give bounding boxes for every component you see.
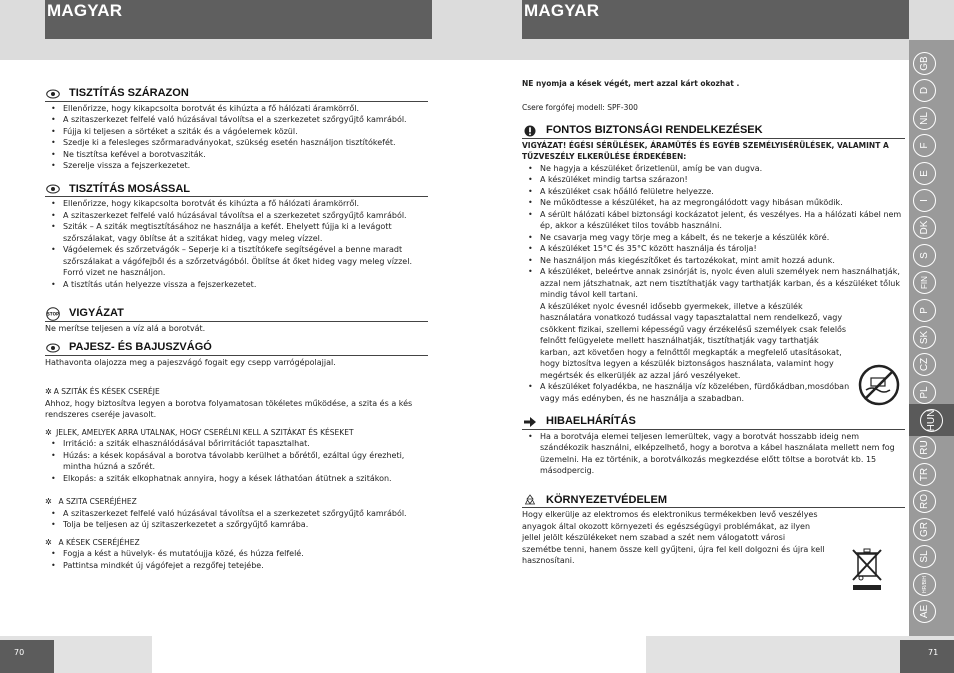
language-tab-f[interactable]: F bbox=[913, 134, 936, 157]
section-heading bbox=[45, 184, 428, 198]
section-title: KÖRNYEZETVÉDELEM bbox=[546, 493, 668, 506]
language-tab-fin[interactable]: FIN bbox=[913, 271, 936, 294]
list-item: • A szitaszerkezet felfelé való húzásával távolítsa el a szerkezetet szőrgyűjtő kamrából. bbox=[45, 508, 428, 520]
foil-replace-list bbox=[45, 508, 428, 531]
language-tab-sk[interactable]: SK bbox=[913, 326, 936, 349]
list-item: • Ne működtesse a készüléket, ha az megrongálódott vagy hibásan működik. bbox=[522, 197, 905, 209]
list-item: • Pattintsa mindkét új vágófejet a rezgőfej tetejébe. bbox=[45, 560, 428, 572]
section-title: VIGYÁZAT bbox=[69, 307, 124, 319]
signs-list bbox=[45, 438, 428, 484]
subsection-title: ✲ A SZITÁK ÉS KÉSEK CSERÉJE bbox=[45, 387, 160, 396]
language-tab-cz[interactable]: CZ bbox=[913, 353, 936, 376]
section-title: TISZTÍTÁS SZÁRAZON bbox=[69, 87, 189, 99]
language-tab-gr[interactable]: GR bbox=[913, 518, 936, 541]
environment-text: Hogy elkerülje az elektromos és elektronikus termékekben levő veszélyes anyagok által okozott környezeti és egészségügyi problémákat, az ilyen jellel jelölt készülékeket nem szabad a szét nem válogatott városi szemétbe tenni, hanem össze kell gyűjteni, újra fel kell dolgozni és újra kell hasznosítani. bbox=[522, 510, 825, 565]
language-tab-d[interactable]: D bbox=[913, 79, 936, 102]
list-item: • Fogja a kést a hüvelyk- és mutatóujja közé, és húzza felfelé. bbox=[45, 548, 428, 560]
list-item: • Irritáció: a sziták elhasználódásával bőrirritációt tapasztalhat. bbox=[45, 438, 428, 450]
dry-cleaning-list bbox=[45, 103, 428, 172]
language-tab-ro[interactable]: RO bbox=[913, 490, 936, 513]
list-item: • Ne tisztítsa kefével a borotvasziták. bbox=[45, 149, 428, 161]
gear-icon: ✲ bbox=[45, 427, 52, 437]
list-item: • Húzás: a kések kopásával a borotva távolabb kerülhet a bőrétől, ezáltal úgy érezheti, mintha húzná a szőrét. bbox=[45, 450, 428, 473]
model-text: Csere forgófej modell: SPF-300 bbox=[522, 102, 638, 112]
language-tab-gb[interactable]: GB bbox=[913, 52, 936, 75]
section-title: HIBAELHÁRÍTÁS bbox=[546, 415, 636, 427]
right-column bbox=[522, 78, 905, 567]
troubleshooting-list bbox=[522, 431, 905, 477]
list-item: • A szitaszerkezet felfelé való húzásával távolítsa el a szerkezetet szőrgyűjtő kamrából. bbox=[45, 114, 428, 126]
eye-icon bbox=[45, 184, 61, 195]
page-title-right: MAGYAR bbox=[522, 0, 909, 39]
list-item: • A szitaszerkezet felfelé való húzásával távolítsa el a szerkezetet szőrgyűjtő kamrából. bbox=[45, 210, 428, 222]
section-title: TISZTÍTÁS MOSÁSSAL bbox=[69, 182, 190, 195]
language-tab-s[interactable]: S bbox=[913, 244, 936, 267]
list-item: • Sziták – A sziták megtisztításához ne használja a kefét. Ehelyett fújja ki a levágott szőrszálakat, vagy öblítse át a szitákat hideg, vagy meleg vízzel. bbox=[45, 221, 428, 244]
cutter-replace-list bbox=[45, 548, 428, 571]
section-title: FONTOS BIZTONSÁGI RENDELKEZÉSEK bbox=[546, 124, 763, 136]
wash-cleaning-list bbox=[45, 198, 428, 290]
weee-bin-icon bbox=[850, 546, 884, 596]
eye-icon bbox=[45, 88, 61, 99]
paragraph: Ahhoz, hogy biztosítva legyen a borotva folyamatosan tökéletes működése, a szita és a kés rendszeres cseréje javasolt. bbox=[45, 398, 413, 419]
subsection-title: ✲ A SZITA CSERÉJÉHEZ bbox=[45, 497, 137, 506]
svg-text:STOP: STOP bbox=[47, 311, 59, 317]
left-column bbox=[45, 88, 428, 571]
list-item: • Ellenőrizze, hogy kikapcsolta borotvát és kihúzta a fő hálózati áramkörről. bbox=[45, 103, 428, 115]
language-tab-tr[interactable]: TR bbox=[913, 463, 936, 486]
language-tab-hrbih[interactable]: HR/BIH bbox=[913, 573, 936, 596]
list-item: • A tisztítás után helyezze vissza a fejszerkezetet. bbox=[45, 279, 428, 291]
caution-text: Ne merítse teljesen a víz alá a borotvát. bbox=[45, 323, 206, 333]
list-item: • Ne hagyja a készüléket őrizetlenül, amíg be van dugva. bbox=[522, 163, 905, 175]
gear-icon: ✲ bbox=[45, 387, 52, 396]
trimmer-text: Hathavonta olajozza meg a pajeszvágó fogait egy csepp varrógépolajjal. bbox=[45, 357, 336, 367]
language-tab-ae[interactable]: AE bbox=[913, 600, 936, 623]
stop-icon bbox=[45, 308, 61, 319]
section-heading bbox=[45, 308, 428, 322]
language-tab-p[interactable]: P bbox=[913, 299, 936, 322]
list-item: • A készüléket mindig tartsa szárazon! bbox=[522, 174, 905, 186]
language-tab-i[interactable]: I bbox=[913, 189, 936, 212]
language-tab-ru[interactable]: RU bbox=[913, 436, 936, 459]
list-item: • A készüléket folyadékba, ne használja víz közelében, fürdőkádban,mosdóban vagy más edényben, és ne használja a szabadban. bbox=[522, 381, 851, 404]
warning-icon bbox=[522, 125, 538, 136]
list-item: • Elkopás: a sziták elkophatnak annyira, hogy a kések láthatóan átütnek a szitákon. bbox=[45, 473, 428, 485]
section-heading bbox=[522, 416, 905, 430]
language-tab-hun[interactable] bbox=[909, 404, 954, 436]
subsection-title: ✲ A KÉSEK CSERÉJÉHEZ bbox=[45, 537, 140, 547]
language-tab-dk[interactable]: DK bbox=[913, 216, 936, 239]
list-item: • A készüléket, beleértve annak zsinórját is, nyolc éven aluli személyek nem használhatják, azzal nem játszhatnak, azt nem tisztíthatják vagy tarthatják karban, és a készüléket tőluk mindig távol kell tartani. bbox=[522, 266, 905, 301]
section-heading bbox=[522, 125, 905, 139]
list-item: • Vágóelemek és szőrzetvágók – Seperje ki a tisztítókefe segítségével a benne maradt szőrszálakat a vágófejből és a szőrzetvágóból. Öblítse át őket hideg vagy meleg vízzel. Forró vizet ne használjon. bbox=[45, 244, 428, 279]
eye-icon bbox=[45, 342, 61, 353]
safety-list-b bbox=[522, 381, 905, 404]
list-item: • A sérült hálózati kábel biztonsági kockázatot jelent, és veszélyes. Ha a hálózati kábel nem ép, akkor a készüléket tilos tovább használni. bbox=[522, 209, 905, 232]
recycle-icon bbox=[522, 495, 538, 506]
safety-warning: VIGYÁZAT! ÉGÉSI SÉRÜLÉSEK, ÁRAMÜTÉS ÉS EGYÉB SZEMÉLYISÉRÜLÉSEK, VALAMINT A TŰZVESZÉLY ELKERÜLÉSE ÉRDEKÉBEN: bbox=[522, 140, 889, 161]
arrow-right-icon bbox=[522, 416, 538, 427]
no-water-icon bbox=[858, 364, 900, 410]
gear-icon: ✲ bbox=[45, 537, 52, 547]
intro-warning: NE nyomja a kések végét, mert azzal kárt okozhat . bbox=[522, 79, 740, 88]
section-heading bbox=[45, 88, 428, 102]
list-item: • Ha a borotvája elemei teljesen lemerültek, vagy a borotvát hosszabb ideig nem szándékozik használni, elképzelhető, hogy a borotva a kábel használata mellett nem fog üzemelni. Ha ez történik, a borotválkozás megkezdése előtt töltse a borotvát kb. 15 másodpercig. bbox=[522, 431, 905, 477]
section-heading bbox=[45, 342, 428, 356]
list-item: • A készüléket csak hőálló felületre helyezze. bbox=[522, 186, 905, 198]
list-item: • Ne csavarja meg vagy törje meg a kábelt, és ne tekerje a készülék köré. bbox=[522, 232, 905, 244]
page-number-right: 71 bbox=[900, 640, 954, 673]
list-item: • Fújja ki teljesen a sörtéket a sziták és a vágóelemek közül. bbox=[45, 126, 428, 138]
list-item: • A készüléket 15°C és 35°C között használja és tárolja! bbox=[522, 243, 905, 255]
language-tab-nl[interactable]: NL bbox=[913, 107, 936, 130]
safety-list bbox=[522, 163, 905, 301]
list-item: • Ellenőrizze, hogy kikapcsolta borotvát és kihúzta a fő hálózati áramkörről. bbox=[45, 198, 428, 210]
list-item: • Szerelje vissza a fejszerkezetet. bbox=[45, 160, 428, 172]
subsection-title: ✲ JELEK, AMELYEK ARRA UTALNAK, HOGY CSERÉLNI KELL A SZITÁKAT ÉS KÉSEKET bbox=[45, 427, 354, 437]
list-item: • Tolja be teljesen az új szitaszerkezetet a szőrgyűjtő kamrába. bbox=[45, 519, 428, 531]
language-tab-e[interactable]: E bbox=[913, 162, 936, 185]
page-title-left: MAGYAR bbox=[45, 0, 432, 39]
list-item: • Ne használjon más kiegészítőket és tartozékokat, mint amit hozzá adunk. bbox=[522, 255, 905, 267]
list-item: • Szedje ki a felesleges szőrmaradványokat, szükség esetén használjon tisztítókefét. bbox=[45, 137, 428, 149]
section-title: PAJESZ- ÉS BAJUSZVÁGÓ bbox=[69, 341, 212, 353]
safety-paragraph: A készüléket nyolc évesnél idősebb gyermekek, illetve a készülék használatára vonatkozó tudással vagy tapasztalattal nem rendelkező, vagy csökkent fizikai, szellemi képességű vagy érzékelésű személyek csak felelős felnőtt felügyelete mellett használhatják, tisztíthatják vagy tarthatják karban, azt követően hogy a felnőttől megkapták a megfelelő utasításokat, hogy biztosítva legyen a készülék biztonságos használata, valamint hogy megértsék és elkerüljék az azzal járó veszélyeket. bbox=[540, 301, 847, 380]
section-heading bbox=[522, 495, 905, 509]
language-tab-label: HUN bbox=[920, 409, 943, 432]
gear-icon: ✲ bbox=[45, 497, 52, 506]
language-tab-sl[interactable]: SL bbox=[913, 545, 936, 568]
page-number-left: 70 bbox=[0, 640, 54, 673]
language-tab-pl[interactable]: PL bbox=[913, 381, 936, 404]
